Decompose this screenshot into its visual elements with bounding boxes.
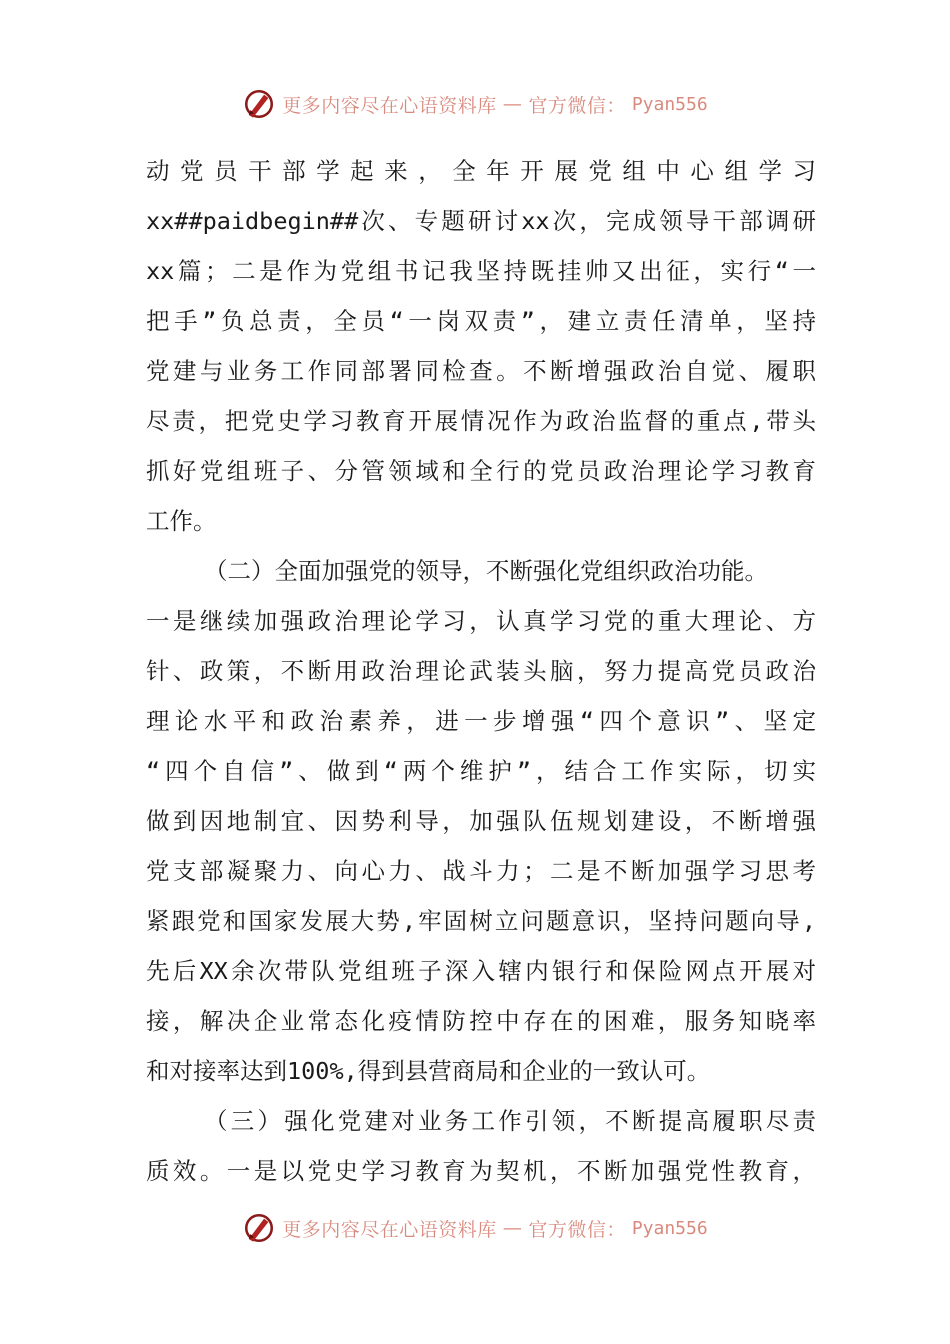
text-line: 工作。 xyxy=(146,507,217,535)
watermark-wechat-id: Pyan556 xyxy=(631,93,708,115)
text-line: 针、政策，不断用政治理论武装头脑，努力提高党员政治 xyxy=(146,657,816,685)
watermark-separator: — xyxy=(502,1217,523,1239)
watermark-sub-prefix: 官方微信： xyxy=(528,94,626,117)
text-line: 紧跟党和国家发展大势,牢固树立问题意识，坚持问题向导, xyxy=(146,907,816,935)
text-line: xx篇；二是作为党组书记我坚持既挂帅又出征，实行“一 xyxy=(146,257,816,285)
text-line: 质效。一是以党史学习教育为契机，不断加强党性教育， xyxy=(146,1157,816,1185)
pen-nib-circle-icon xyxy=(242,87,276,121)
header-watermark xyxy=(0,84,950,124)
text-line: 接，解决企业常态化疫情防控中存在的困难，服务知晓率 xyxy=(146,1007,816,1035)
text-line: 尽责，把党史学习教育开展情况作为政治监督的重点,带头 xyxy=(146,407,816,435)
text-line: 做到因地制宜、因势利导，加强队伍规划建设，不断增强 xyxy=(146,807,816,835)
text-line: 把手”负总责，全员“一岗双责”，建立责任清单，坚持 xyxy=(146,307,816,335)
watermark-wechat-id: Pyan556 xyxy=(631,1217,708,1239)
watermark-main-text: 更多内容尽在心语资料库 xyxy=(282,1218,497,1241)
pen-nib-circle-icon xyxy=(242,1211,276,1245)
document-body xyxy=(146,146,816,1196)
text-line: xx##paidbegin##次、专题研讨xx次，完成领导干部调研 xyxy=(146,207,816,235)
watermark-main-text: 更多内容尽在心语资料库 xyxy=(282,94,497,117)
section-heading-line: （三）强化党建对业务工作引领，不断提高履职尽责 xyxy=(204,1107,816,1135)
footer-watermark xyxy=(0,1208,950,1248)
text-line: 动党员干部学起来，全年开展党组中心组学习 xyxy=(146,157,816,185)
text-line: 理论水平和政治素养，进一步增强“四个意识”、坚定 xyxy=(146,707,816,735)
text-line: 先后XX余次带队党组班子深入辖内银行和保险网点开展对 xyxy=(146,957,816,985)
text-line: 党支部凝聚力、向心力、战斗力；二是不断加强学习思考 xyxy=(146,857,816,885)
text-line: “四个自信”、做到“两个维护”，结合工作实际，切实 xyxy=(146,757,816,785)
text-line: 党建与业务工作同部署同检查。不断增强政治自觉、履职 xyxy=(146,357,816,385)
section-heading-line: （二）全面加强党的领导，不断强化党组织政治功能。 xyxy=(204,557,768,585)
watermark-sub-prefix: 官方微信： xyxy=(528,1218,626,1241)
text-line: 和对接率达到100%,得到县营商局和企业的一致认可。 xyxy=(146,1057,711,1085)
text-line: 一是继续加强政治理论学习，认真学习党的重大理论、方 xyxy=(146,607,816,635)
watermark-separator: — xyxy=(502,93,523,115)
text-line: 抓好党组班子、分管领域和全行的党员政治理论学习教育 xyxy=(146,457,816,485)
